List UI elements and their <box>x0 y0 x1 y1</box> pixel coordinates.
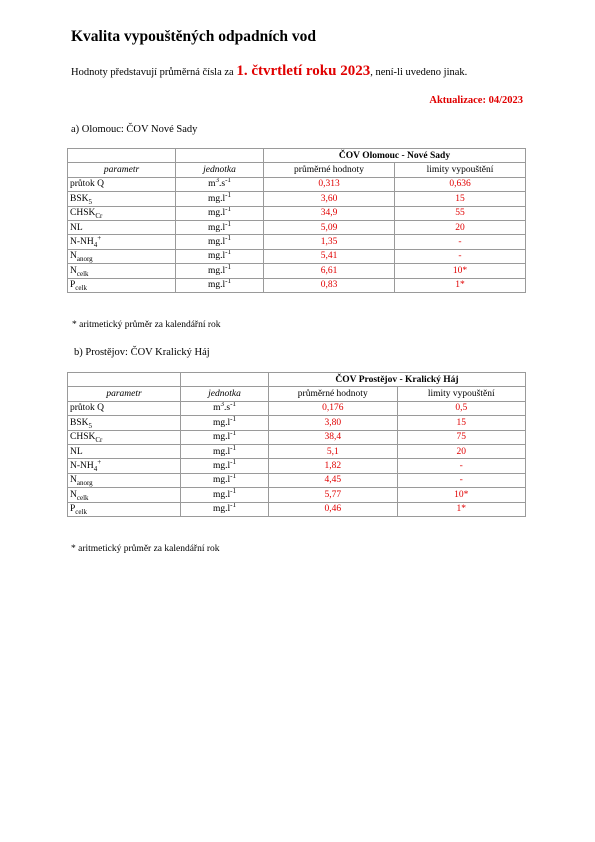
unit-superscript: -1 <box>230 473 236 481</box>
section-heading-prostejov: b) Prostějov: ČOV Kralický Háj <box>74 347 210 358</box>
cell-param <box>68 488 181 502</box>
cell-value: 5,1 <box>269 444 398 458</box>
unit-superscript: -1 <box>230 502 236 510</box>
param-name: NL <box>70 446 83 457</box>
cell-limit: 10* <box>397 488 526 502</box>
intro-after: , není-li uvedeno jinak. <box>370 67 468 78</box>
table-row <box>68 206 526 220</box>
param-subscript: 5 <box>88 197 92 206</box>
cell-limit: 1* <box>395 278 526 292</box>
table-column-header-row <box>68 163 526 177</box>
cell-value: 0,313 <box>264 177 395 191</box>
table-row <box>68 177 526 191</box>
table-row <box>68 430 526 444</box>
unit-text-rest: .s <box>223 403 231 414</box>
empty-cell <box>68 149 176 163</box>
column-header-limit: limity vypouštění <box>395 163 526 177</box>
unit-superscript: -1 <box>225 206 231 214</box>
param-subscript: 5 <box>88 421 92 430</box>
cell-param <box>68 249 176 263</box>
table-group-header-row <box>68 149 526 163</box>
param-name: NL <box>70 222 83 233</box>
table-row <box>68 249 526 263</box>
table-row <box>68 488 526 502</box>
param-name: N <box>70 489 77 500</box>
cell-unit <box>176 192 264 206</box>
unit-text: mg.l <box>213 417 231 428</box>
cell-unit <box>176 220 264 234</box>
intro-before: Hodnoty představují průměrná čísla za <box>71 67 237 78</box>
unit-text: m <box>208 179 216 190</box>
intro-text <box>71 63 467 80</box>
unit-text: mg.l <box>208 251 226 262</box>
param-name: průtok Q <box>70 179 105 190</box>
table-row <box>68 220 526 234</box>
column-header-value: průměrné hodnoty <box>269 387 398 401</box>
unit-superscript: -1 <box>230 430 236 438</box>
unit-text: mg.l <box>208 222 226 233</box>
empty-cell <box>176 149 264 163</box>
cell-param <box>68 430 181 444</box>
group-header: ČOV Olomouc - Nové Sady <box>264 149 526 163</box>
column-header-limit: limity vypouštění <box>397 387 526 401</box>
cell-param <box>68 206 176 220</box>
table-row <box>68 278 526 292</box>
cell-limit: 20 <box>395 220 526 234</box>
param-name: N <box>70 265 77 276</box>
column-header-param: parametr <box>68 387 181 401</box>
intro-highlight: 1. čtvrtletí roku 2023 <box>236 63 371 79</box>
unit-superscript: -1 <box>225 249 231 257</box>
unit-text: mg.l <box>213 446 231 457</box>
cell-limit: 10* <box>395 264 526 278</box>
empty-cell <box>181 373 269 387</box>
footnote-olomouc: * aritmetický průměr za kalendářní rok <box>72 320 221 330</box>
param-name: průtok Q <box>70 403 105 414</box>
cell-unit <box>181 444 269 458</box>
unit-superscript: 3 <box>220 401 224 409</box>
cell-unit <box>176 264 264 278</box>
unit-text: mg.l <box>208 280 226 291</box>
param-name: BSK <box>70 193 89 204</box>
param-name: N <box>70 475 77 486</box>
cell-param <box>68 502 181 516</box>
param-subscript: 4 <box>93 240 98 249</box>
empty-cell <box>68 373 181 387</box>
cell-value: 3,80 <box>269 416 398 430</box>
group-header: ČOV Prostějov - Kralický Háj <box>269 373 526 387</box>
unit-superscript: -1 <box>225 278 231 286</box>
table-prostejov <box>67 372 526 517</box>
table-row <box>68 416 526 430</box>
cell-limit: 1* <box>397 502 526 516</box>
section-heading-olomouc: a) Olomouc: ČOV Nové Sady <box>71 124 198 135</box>
cell-unit <box>176 235 264 249</box>
update-date: Aktualizace: 04/2023 <box>429 95 523 106</box>
unit-text: mg.l <box>213 475 231 486</box>
unit-superscript-2: -1 <box>230 401 236 409</box>
table-row <box>68 235 526 249</box>
table-olomouc <box>67 148 526 293</box>
cell-unit <box>181 502 269 516</box>
cell-limit: - <box>397 459 526 473</box>
param-subscript: celk <box>76 493 89 502</box>
cell-value: 5,41 <box>264 249 395 263</box>
cell-unit <box>181 430 269 444</box>
param-subscript: 4 <box>93 464 98 473</box>
cell-param <box>68 235 176 249</box>
unit-text: mg.l <box>213 432 231 443</box>
param-subscript: celk <box>75 508 87 517</box>
unit-text: mg.l <box>208 237 226 248</box>
unit-text: mg.l <box>213 489 231 500</box>
cell-value: 0,83 <box>264 278 395 292</box>
cell-limit: 15 <box>395 192 526 206</box>
table-column-header-row <box>68 387 526 401</box>
cell-limit: - <box>395 235 526 249</box>
footnote-prostejov: * aritmetický průměr za kalendářní rok <box>71 544 220 554</box>
unit-superscript: -1 <box>230 415 236 423</box>
cell-param <box>68 473 181 487</box>
cell-unit <box>181 473 269 487</box>
cell-limit: 0,5 <box>397 401 526 415</box>
param-subscript: anorg <box>76 255 93 264</box>
param-subscript: anorg <box>76 479 93 488</box>
column-header-value: průměrné hodnoty <box>264 163 395 177</box>
param-name: BSK <box>70 417 89 428</box>
unit-text: mg.l <box>208 208 226 219</box>
cell-param <box>68 177 176 191</box>
cell-unit <box>181 459 269 473</box>
cell-limit: 20 <box>397 444 526 458</box>
param-name: P <box>70 504 76 515</box>
param-name: N-NH <box>70 237 94 248</box>
param-superscript: + <box>97 234 102 242</box>
cell-param <box>68 192 176 206</box>
unit-superscript: -1 <box>225 234 231 242</box>
cell-value: 34,9 <box>264 206 395 220</box>
table-row <box>68 444 526 458</box>
param-name: CHSK <box>70 208 96 219</box>
table-row <box>68 401 526 415</box>
unit-superscript: -1 <box>225 263 231 271</box>
param-subscript: celk <box>75 284 87 293</box>
cell-value: 0,46 <box>269 502 398 516</box>
unit-text: m <box>213 403 221 414</box>
table-row <box>68 502 526 516</box>
cell-value: 6,61 <box>264 264 395 278</box>
table-row <box>68 192 526 206</box>
unit-text: mg.l <box>208 265 226 276</box>
unit-superscript: -1 <box>230 487 236 495</box>
cell-unit <box>176 206 264 220</box>
cell-unit <box>181 401 269 415</box>
unit-superscript: -1 <box>230 444 236 452</box>
unit-text: mg.l <box>213 461 231 472</box>
cell-limit: 15 <box>397 416 526 430</box>
cell-value: 3,60 <box>264 192 395 206</box>
param-name: N <box>70 251 77 262</box>
cell-param <box>68 444 181 458</box>
column-header-unit: jednotka <box>181 387 269 401</box>
cell-param <box>68 264 176 278</box>
unit-text-rest: .s <box>218 179 226 190</box>
cell-param <box>68 220 176 234</box>
cell-value: 38,4 <box>269 430 398 444</box>
page-title: Kvalita vypouštěných odpadních vod <box>71 28 317 45</box>
table-group-header-row <box>68 373 526 387</box>
param-superscript: + <box>97 458 102 466</box>
unit-text: mg.l <box>208 193 226 204</box>
cell-unit <box>176 249 264 263</box>
cell-limit: - <box>397 473 526 487</box>
param-name: P <box>70 280 76 291</box>
param-subscript: celk <box>76 269 89 278</box>
unit-superscript: -1 <box>225 220 231 228</box>
cell-limit: 75 <box>397 430 526 444</box>
unit-superscript: 3 <box>215 177 219 185</box>
cell-value: 0,176 <box>269 401 398 415</box>
column-header-param: parametr <box>68 163 176 177</box>
cell-param <box>68 401 181 415</box>
param-name: N-NH <box>70 461 94 472</box>
unit-text: mg.l <box>213 504 231 515</box>
cell-value: 4,45 <box>269 473 398 487</box>
column-header-unit: jednotka <box>176 163 264 177</box>
cell-param <box>68 416 181 430</box>
cell-unit <box>181 488 269 502</box>
unit-superscript: -1 <box>225 191 231 199</box>
unit-superscript-2: -1 <box>225 177 231 185</box>
table-row <box>68 264 526 278</box>
table-row <box>68 459 526 473</box>
cell-unit <box>176 278 264 292</box>
cell-value: 5,09 <box>264 220 395 234</box>
cell-value: 1,82 <box>269 459 398 473</box>
cell-limit: - <box>395 249 526 263</box>
cell-unit <box>176 177 264 191</box>
cell-limit: 55 <box>395 206 526 220</box>
cell-param <box>68 278 176 292</box>
cell-limit: 0,636 <box>395 177 526 191</box>
table-row <box>68 473 526 487</box>
cell-value: 5,77 <box>269 488 398 502</box>
param-name: CHSK <box>70 432 96 443</box>
cell-unit <box>181 416 269 430</box>
param-subscript: Cr <box>95 212 103 221</box>
cell-value: 1,35 <box>264 235 395 249</box>
param-subscript: Cr <box>95 436 103 445</box>
cell-param <box>68 459 181 473</box>
unit-superscript: -1 <box>230 458 236 466</box>
